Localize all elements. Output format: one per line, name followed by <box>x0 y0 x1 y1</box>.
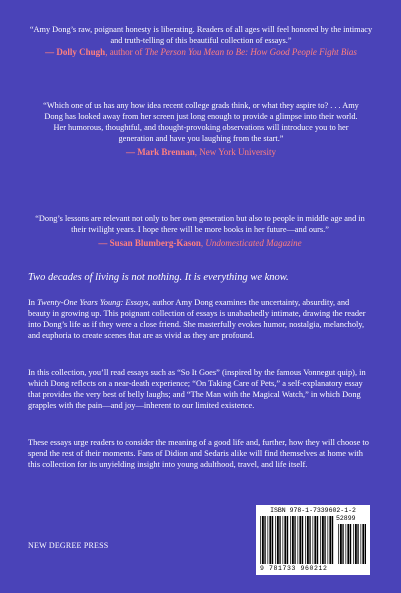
tagline: Two decades of living is not nothing. It is everything we know. <box>28 272 289 283</box>
attribution-prefix: , author of <box>105 47 145 57</box>
barcode-bar <box>290 516 291 564</box>
quote-author: — Dolly Chugh <box>45 47 106 57</box>
barcode-bar <box>350 524 351 564</box>
barcode-bar <box>268 516 269 564</box>
isbn-digits: 9 781733 960212 <box>260 565 328 572</box>
barcode-bar <box>322 516 324 564</box>
barcode-bar <box>320 516 321 564</box>
barcode-bar <box>329 516 331 564</box>
barcode-bar <box>314 516 316 564</box>
barcode-bar <box>264 516 265 564</box>
isbn-label: ISBN 978-1-7339602-1-2 <box>270 507 356 514</box>
barcode-bar <box>279 516 280 564</box>
barcode-bar <box>361 524 362 564</box>
barcode-bar <box>317 516 318 564</box>
barcode-bar <box>260 516 261 564</box>
description-paragraph-1 <box>28 297 373 341</box>
attribution-prefix: , <box>194 147 200 157</box>
barcode-bar <box>357 524 358 564</box>
barcode-bar <box>365 524 366 564</box>
barcode-bar <box>299 516 301 564</box>
barcode-bar <box>338 524 339 564</box>
barcode-bar <box>272 516 273 564</box>
barcode-bar <box>353 524 354 564</box>
barcode-bar <box>292 516 294 564</box>
description-paragraph-2 <box>28 367 373 411</box>
barcode-bar <box>307 516 309 564</box>
barcode-bar <box>355 524 357 564</box>
barcode-bar <box>284 516 286 564</box>
price-code: 52899 <box>336 515 356 522</box>
quote-attribution <box>30 237 370 249</box>
quote-source: New York University <box>199 147 277 157</box>
barcode-bar <box>275 516 276 564</box>
description-paragraph-3 <box>28 437 373 470</box>
barcode-bar <box>262 516 264 564</box>
quote-author: — Susan Blumberg-Kason <box>98 238 201 248</box>
blurb-quote-3 <box>30 213 370 249</box>
blurb-quote-1 <box>26 24 376 58</box>
quote-attribution <box>26 46 376 58</box>
quote-attribution <box>40 146 362 158</box>
publisher-name: NEW DEGREE PRESS <box>28 541 109 550</box>
quote-text: “Dong’s lessons are relevant not only to her own generation but also to people in middle age and in their twilight years. I hope there will be more books in her future—and ours.” <box>35 214 365 234</box>
quote-text: “Which one of us has any how idea recent college grads think, or what they aspire to? . . . Amy Dong has looked away from her screen just long enough to provide a glimpse into their world. Her humorous, thoughtful, and thought-provoking observations will introduce you to her generation and have you laughing from the start.” <box>43 101 359 143</box>
barcode-bar <box>294 516 295 564</box>
barcode-bar <box>309 516 310 564</box>
price-barcode-bars <box>338 524 366 564</box>
quote-source: The Person You Mean to Be: How Good People Fight Bias <box>144 47 357 57</box>
barcode-bar <box>328 516 329 564</box>
paragraph-text: In this collection, you’ll read essays such as “So It Goes” (inspired by the famous Vonnegut quip), in which Dong reflects on a near-death experience; “On Taking Care of Pets,” a self-explanatory essay that provides the very best of belly laughs; and “The Man with the Magical Watch,” in which Dong grapples with the pain—and joy—inherent to our limited existence. <box>28 368 366 410</box>
paragraph-text: These essays urge readers to consider the meaning of a good life and, further, how they will choose to spend the rest of their moments. Fans of Didion and Sedaris alike will find themselves at home with this collection for its unyielding insight into young adulthood, travel, and life itself. <box>28 438 369 469</box>
barcode-bar <box>302 516 303 564</box>
attribution-prefix: , <box>200 238 206 248</box>
barcode-bar <box>340 524 342 564</box>
barcode-bar <box>269 516 271 564</box>
barcode-bar <box>332 516 333 564</box>
barcode-bar <box>305 516 306 564</box>
barcode-bar <box>362 524 364 564</box>
paragraph-lead: In <box>28 298 38 307</box>
book-title: Twenty-One Years Young: Essays <box>37 298 149 307</box>
quote-source: Undomesticated Magazine <box>205 238 302 248</box>
barcode-bar <box>287 516 288 564</box>
paragraph-text: , author Amy Dong examines the uncertainty, absurdity, and beauty in growing up. This poignant collection of essays is unabashedly intimate, drawing the reader into Dong’s life as if they were a close friend. She masterfully evokes humor, nostalgia, melancholy, and euphoria to create scenes that are as vivid as they are profound. <box>28 298 366 340</box>
barcode-bar <box>298 516 299 564</box>
quote-text: “Amy Dong’s raw, poignant honesty is liberating. Readers of all ages will feel honored by the intimacy and truth-telling of this beautiful collection of essays.” <box>29 25 373 45</box>
barcode-bar <box>277 516 279 564</box>
barcode-bar <box>347 524 349 564</box>
barcode-bar <box>324 516 325 564</box>
ean-barcode-bars <box>260 516 334 564</box>
isbn-barcode <box>256 505 370 575</box>
barcode-bar <box>342 524 343 564</box>
barcode-bar <box>346 524 347 564</box>
blurb-quote-2 <box>40 100 362 158</box>
barcode-bar <box>313 516 314 564</box>
quote-author: — Mark Brennan <box>125 147 195 157</box>
barcode-bar <box>283 516 284 564</box>
